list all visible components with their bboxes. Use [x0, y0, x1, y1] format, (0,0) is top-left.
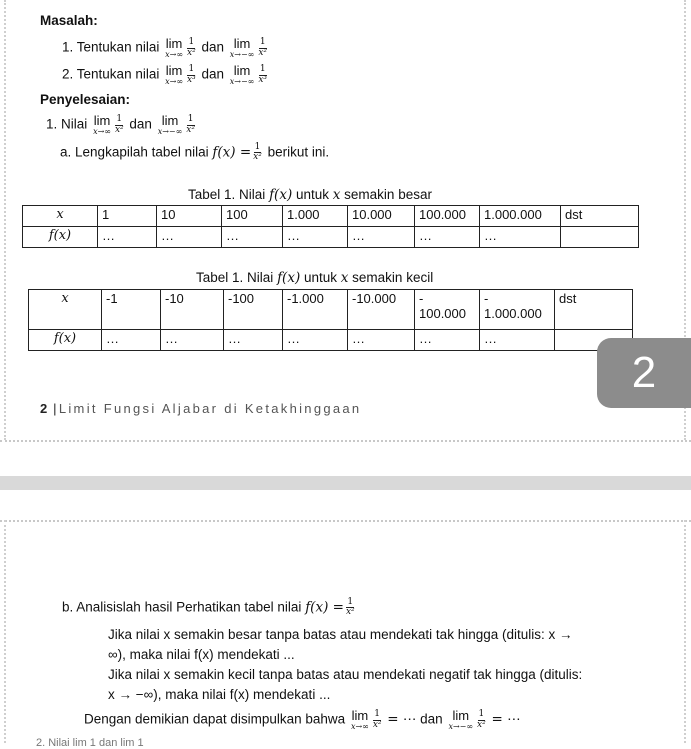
- fraction: $\frac{1}{\text{x²}}$: [345, 597, 355, 618]
- table-row-x: [29, 290, 633, 330]
- part-b-line-1: Jika nilai x semakin besar tanpa batas atau mendekati tak hingga (ditulis: x →: [108, 627, 573, 642]
- table-header-x: x: [29, 290, 102, 330]
- masalah-item-2: 2. Tentukan nilai lim x→∞ $\frac{1}{\text{x³}}$ dan lim x→−∞ $\frac{1}{\text{x³}}$: [62, 63, 268, 86]
- limit-expr: lim x→−∞: [448, 708, 474, 731]
- part-b-heading: b. Analisislah hasil Perhatikan tabel nilai f(x) = $\frac{1}{\text{x²}}$: [62, 597, 355, 618]
- page-border-left: [4, 0, 14, 440]
- fraction: $\frac{1}{\text{x²}}$: [186, 114, 195, 135]
- document-page-2: [0, 516, 691, 749]
- table-cell: 1.000: [283, 206, 348, 227]
- footer-page-number: 2: [40, 401, 48, 416]
- table-cell: …: [348, 330, 415, 351]
- table-cell: …: [480, 330, 555, 351]
- table-cell: -10.000: [348, 290, 415, 330]
- table-cell: -1: [102, 290, 161, 330]
- limit-expr: lim x→∞: [165, 63, 183, 86]
- table-cell: 10: [157, 206, 222, 227]
- fraction: $\frac{1}{\text{x²}}$: [477, 709, 486, 730]
- limit-expr: lim x→∞: [350, 708, 369, 731]
- page-separator: [0, 476, 691, 490]
- table-cell: …: [161, 330, 224, 351]
- table-cell: …: [415, 227, 480, 248]
- limit-expr: lim x→−∞: [229, 36, 255, 59]
- table-cell: [561, 227, 639, 248]
- table-cell: 100: [222, 206, 283, 227]
- table-row-f: [29, 330, 633, 351]
- penyelesaian-item-1: 1. Nilai lim x→∞ $\frac{1}{\text{x²}}$ dan lim x→−∞ $\frac{1}{\text{x²}}$: [46, 113, 195, 136]
- table-cell: 100.000: [415, 206, 480, 227]
- table-cell: -10: [161, 290, 224, 330]
- page-number-badge: 2: [597, 338, 691, 408]
- fraction: $\frac{1}{\text{x³}}$: [187, 64, 196, 85]
- table-cell: dst: [555, 290, 633, 330]
- fraction: $\frac{1}{\text{x²}}$: [187, 37, 196, 58]
- table-cell: 1: [98, 206, 157, 227]
- page-footer: [40, 401, 361, 416]
- fraction: $\frac{1}{\text{x²}}$: [372, 709, 382, 730]
- limit-expr: lim x→−∞: [157, 113, 183, 136]
- table-cell: …: [98, 227, 157, 248]
- fraction: $\frac{1}{\text{x²}}$: [253, 142, 262, 163]
- fraction: $\frac{1}{\text{x³}}$: [258, 64, 268, 85]
- table-row-f: [23, 227, 639, 248]
- table-cell: …: [222, 227, 283, 248]
- table-cell: …: [224, 330, 283, 351]
- page-border-left: [4, 520, 14, 743]
- table-cell: dst: [561, 206, 639, 227]
- table-cell: 10.000: [348, 206, 415, 227]
- table-header-f: f(x): [29, 330, 102, 351]
- page-border-top: [0, 520, 691, 530]
- table-cell: …: [157, 227, 222, 248]
- table-cell: - 100.000: [415, 290, 480, 330]
- table-cell: -1.000: [283, 290, 348, 330]
- table-row-x: [23, 206, 639, 227]
- penyelesaian-heading: Penyelesaian:: [40, 92, 131, 107]
- masalah-heading: Masalah:: [40, 13, 98, 28]
- fraction: $\frac{1}{\text{x²}}$: [258, 37, 268, 58]
- limit-expr: lim x→−∞: [229, 63, 255, 86]
- part-b-conclusion: Dengan demikian dapat disimpulkan bahwa lim x→∞ $\frac{1}{\text{x²}}$ = ⋯ dan lim x→−∞ $\frac{1}{\text{x²}}$ = ⋯: [84, 708, 521, 731]
- masalah-item-1: 1. Tentukan nilai lim x→∞ $\frac{1}{\text{x²}}$ dan lim x→−∞ $\frac{1}{\text{x²}}$: [62, 36, 268, 59]
- table-cell: 1.000.000: [480, 206, 561, 227]
- table-cell: …: [480, 227, 561, 248]
- table-cell: …: [283, 227, 348, 248]
- table-cell: …: [283, 330, 348, 351]
- page-border-bottom: [0, 440, 691, 450]
- fraction: $\frac{1}{\text{x²}}$: [114, 114, 124, 135]
- table-cell: …: [415, 330, 480, 351]
- table-cell: -100: [224, 290, 283, 330]
- limit-expr: lim x→∞: [165, 36, 183, 59]
- table-header-f: f(x): [23, 227, 98, 248]
- footer-separator: |: [53, 401, 59, 416]
- page-border-right: [684, 520, 691, 743]
- table2-caption: Tabel 1. Nilai f(x) untuk x semakin kecil: [196, 270, 434, 286]
- cutoff-next-item: 2. Nilai lim 1 dan lim 1: [36, 737, 144, 749]
- table-cell: …: [348, 227, 415, 248]
- table-cell: - 1.000.000: [480, 290, 555, 330]
- part-b-line-2: ∞), maka nilai f(x) mendekati ...: [108, 647, 295, 662]
- table2: [28, 289, 633, 351]
- part-a-instruction: a. Lengkapilah tabel nilai f(x) = $\frac{1}{\text{x²}}$ berikut ini.: [60, 142, 330, 163]
- part-b-line-3: Jika nilai x semakin kecil tanpa batas atau mendekati negatif tak hingga (ditulis:: [108, 667, 583, 682]
- part-b-line-4: x → −∞), maka nilai f(x) mendekati ...: [108, 687, 331, 702]
- table-header-x: x: [23, 206, 98, 227]
- limit-expr: lim x→∞: [93, 113, 111, 136]
- footer-title: Limit Fungsi Aljabar di Ketakhinggaan: [58, 401, 362, 416]
- table1: [22, 205, 639, 248]
- table-cell: …: [102, 330, 161, 351]
- table1-caption: Tabel 1. Nilai f(x) untuk x semakin besar: [188, 187, 432, 203]
